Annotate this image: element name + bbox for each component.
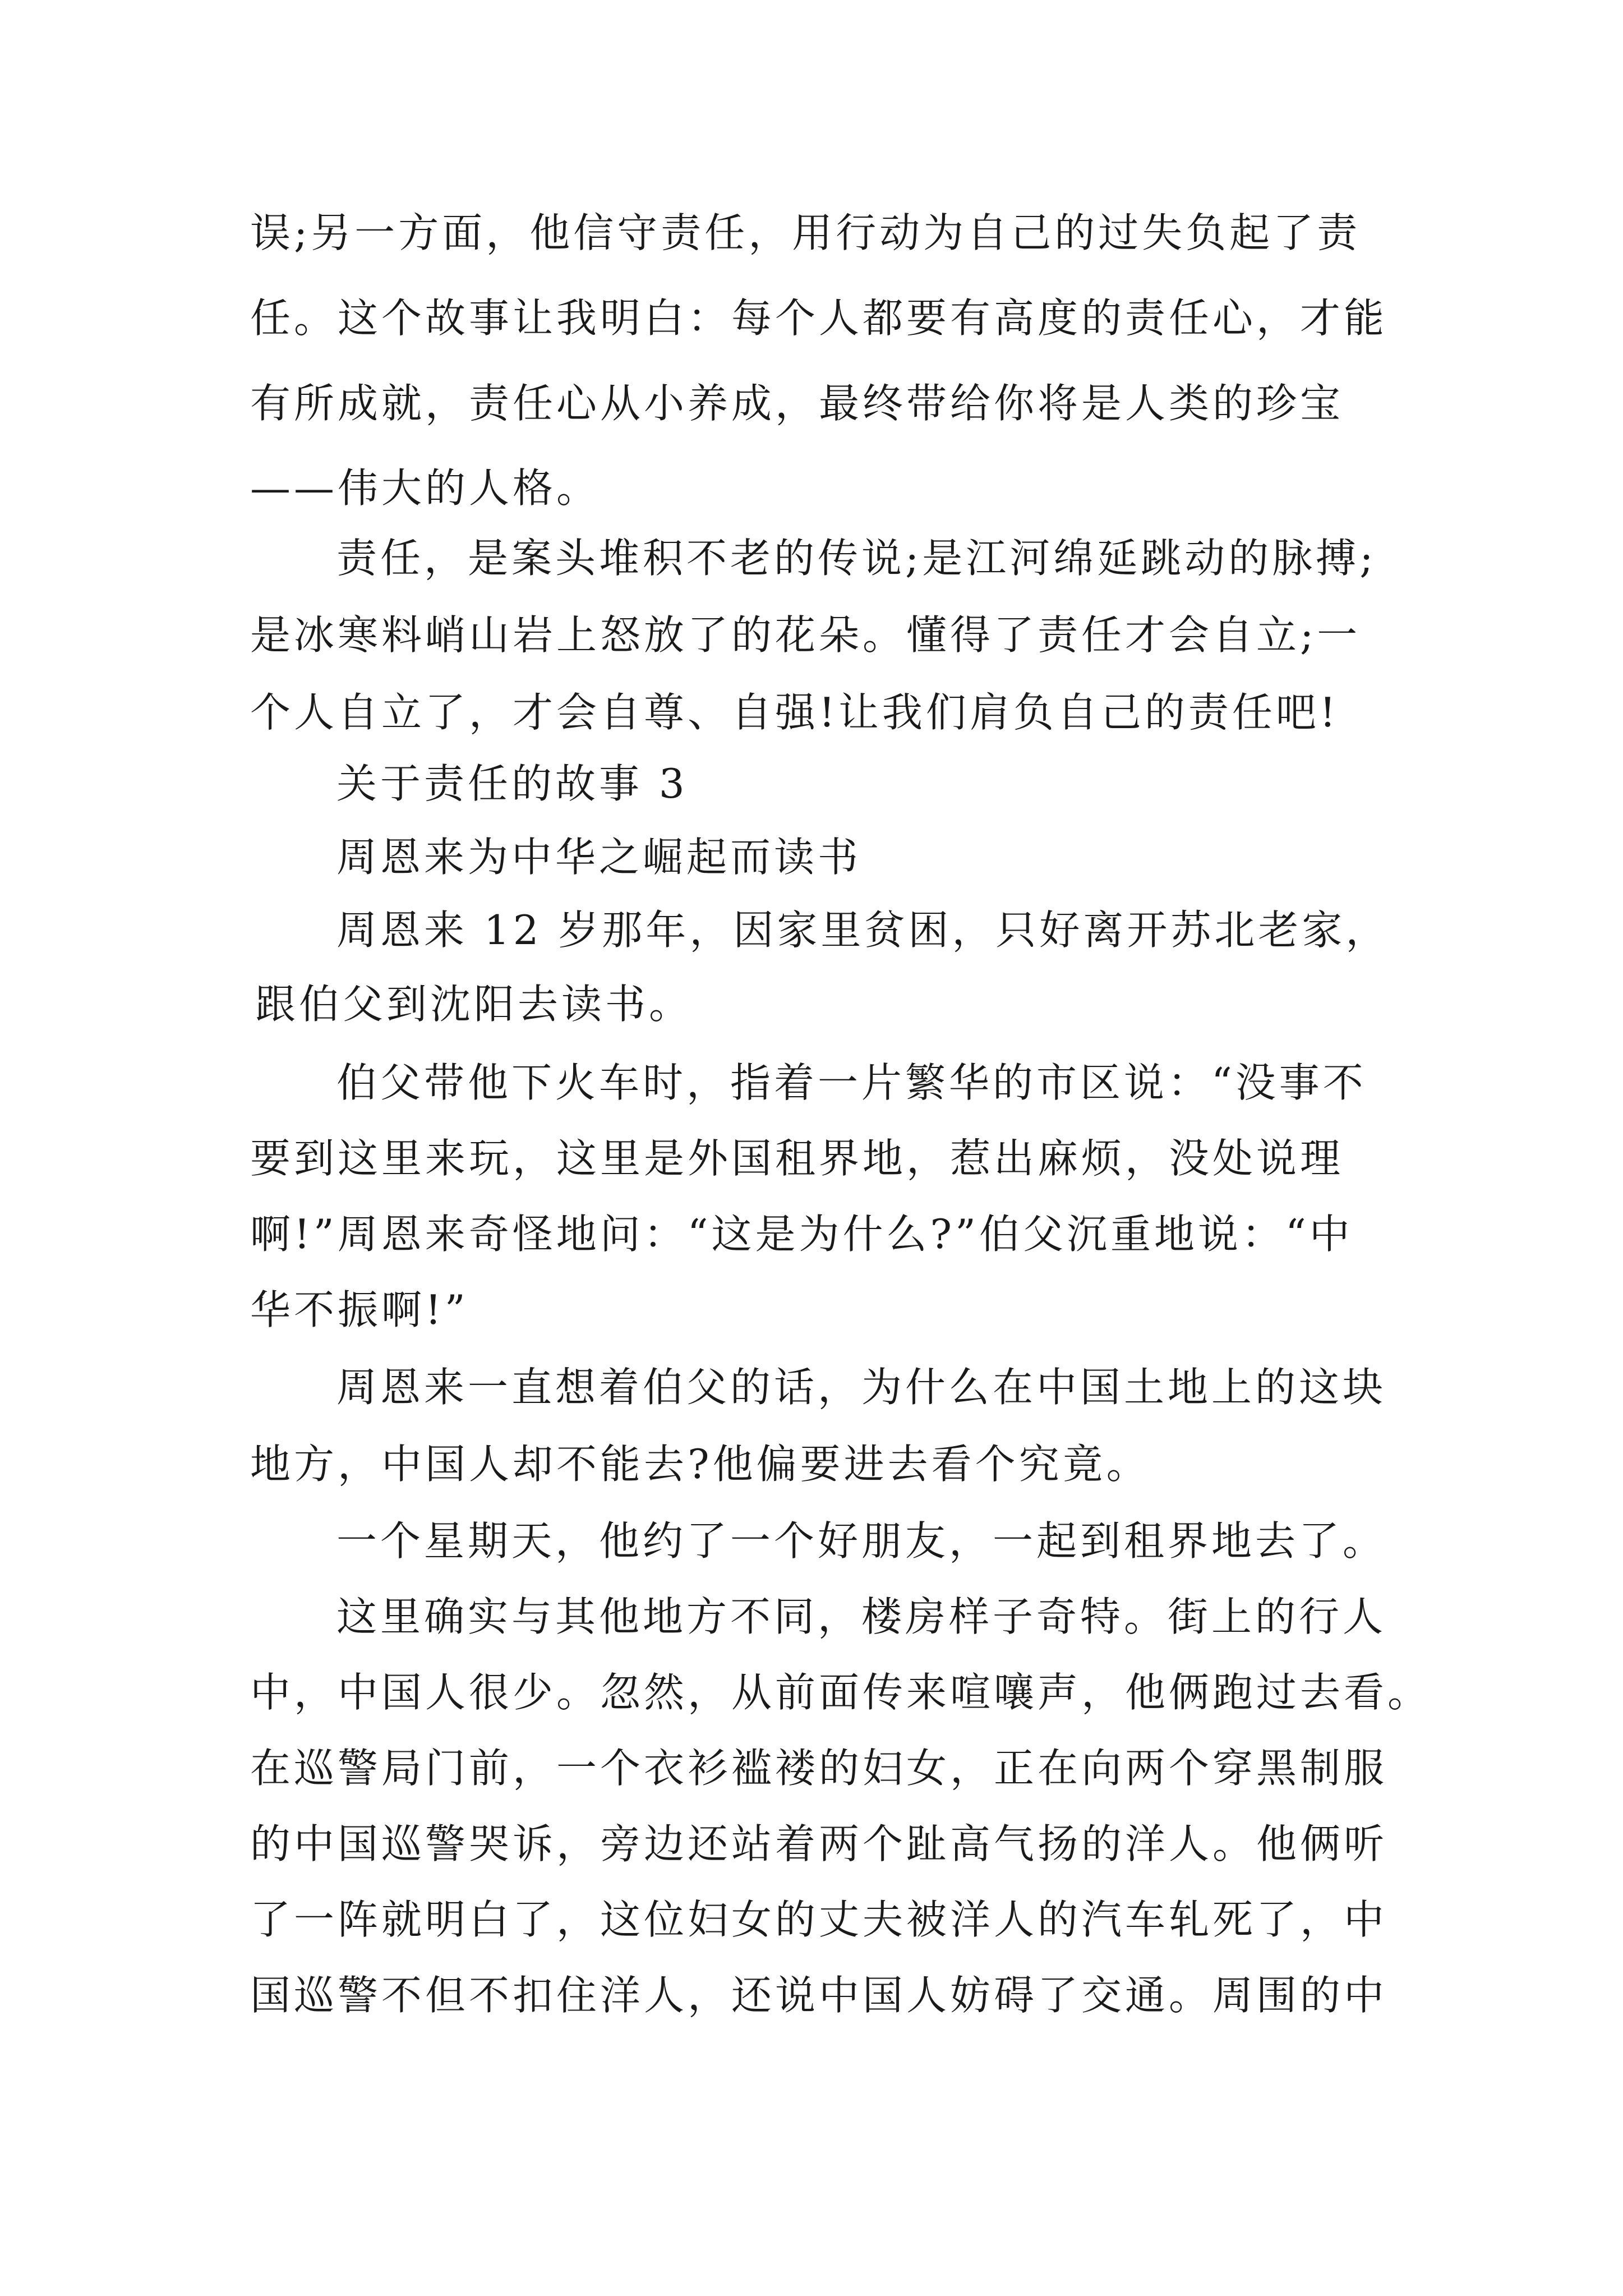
text-line: 中，中国人很少。忽然，从前面传来喧嚷声，他俩跑过去看。 [250, 1669, 1432, 1716]
text-line: 周恩来 12 岁那年，因家里贫困，只好离开苏北老家， [336, 907, 1390, 954]
text-line: 地方，中国人却不能去?他偏要进去看个究竟。 [250, 1441, 1150, 1488]
text-line: 责任，是案头堆积不老的传说;是江河绵延跳动的脉搏; [336, 535, 1377, 582]
text-line: 华不振啊!” [250, 1286, 469, 1333]
text-line: 个人自立了，才会自尊、自强!让我们肩负自己的责任吧! [250, 689, 1339, 736]
text-line: 了一阵就明白了，这位妇女的丈夫被洋人的汽车轧死了，中 [250, 1896, 1388, 1943]
text-line: 啊!”周恩来奇怪地问：“这是为什么?”伯父沉重地说：“中 [250, 1211, 1353, 1258]
text-line: 跟伯父到沈阳去读书。 [255, 981, 693, 1028]
text-line: 国巡警不但不扣住洋人，还说中国人妨碍了交通。周围的中 [250, 1972, 1388, 2019]
text-line: 伯父带他下火车时，指着一片繁华的市区说：“没事不 [336, 1059, 1367, 1106]
text-line: 任。这个故事让我明白：每个人都要有高度的责任心，才能 [250, 295, 1388, 342]
text-line: 的中国巡警哭诉，旁边还站着两个趾高气扬的洋人。他俩听 [250, 1820, 1388, 1867]
text-line: 在巡警局门前，一个衣衫褴褛的妇女，正在向两个穿黑制服 [250, 1745, 1388, 1792]
text-line: 有所成就，责任心从小养成，最终带给你将是人类的珍宝 [250, 380, 1344, 427]
text-line: 是冰寒料峭山岩上怒放了的花朵。懂得了责任才会自立;一 [250, 611, 1361, 659]
text-line: 要到这里来玩，这里是外国租界地，惹出麻烦，没处说理 [250, 1135, 1344, 1182]
story-title: 周恩来为中华之崛起而读书 [336, 834, 862, 881]
section-heading: 关于责任的故事 3 [336, 760, 688, 807]
text-line: 一个星期天，他约了一个好朋友，一起到租界地去了。 [336, 1517, 1387, 1565]
text-line: ——伟大的人格。 [250, 464, 601, 512]
text-line: 周恩来一直想着伯父的话，为什么在中国土地上的这块 [336, 1364, 1387, 1411]
text-line: 误;另一方面，他信守责任，用行动为自己的过失负起了责 [250, 209, 1361, 256]
text-line: 这里确实与其他地方不同，楼房样子奇特。街上的行人 [336, 1593, 1387, 1640]
